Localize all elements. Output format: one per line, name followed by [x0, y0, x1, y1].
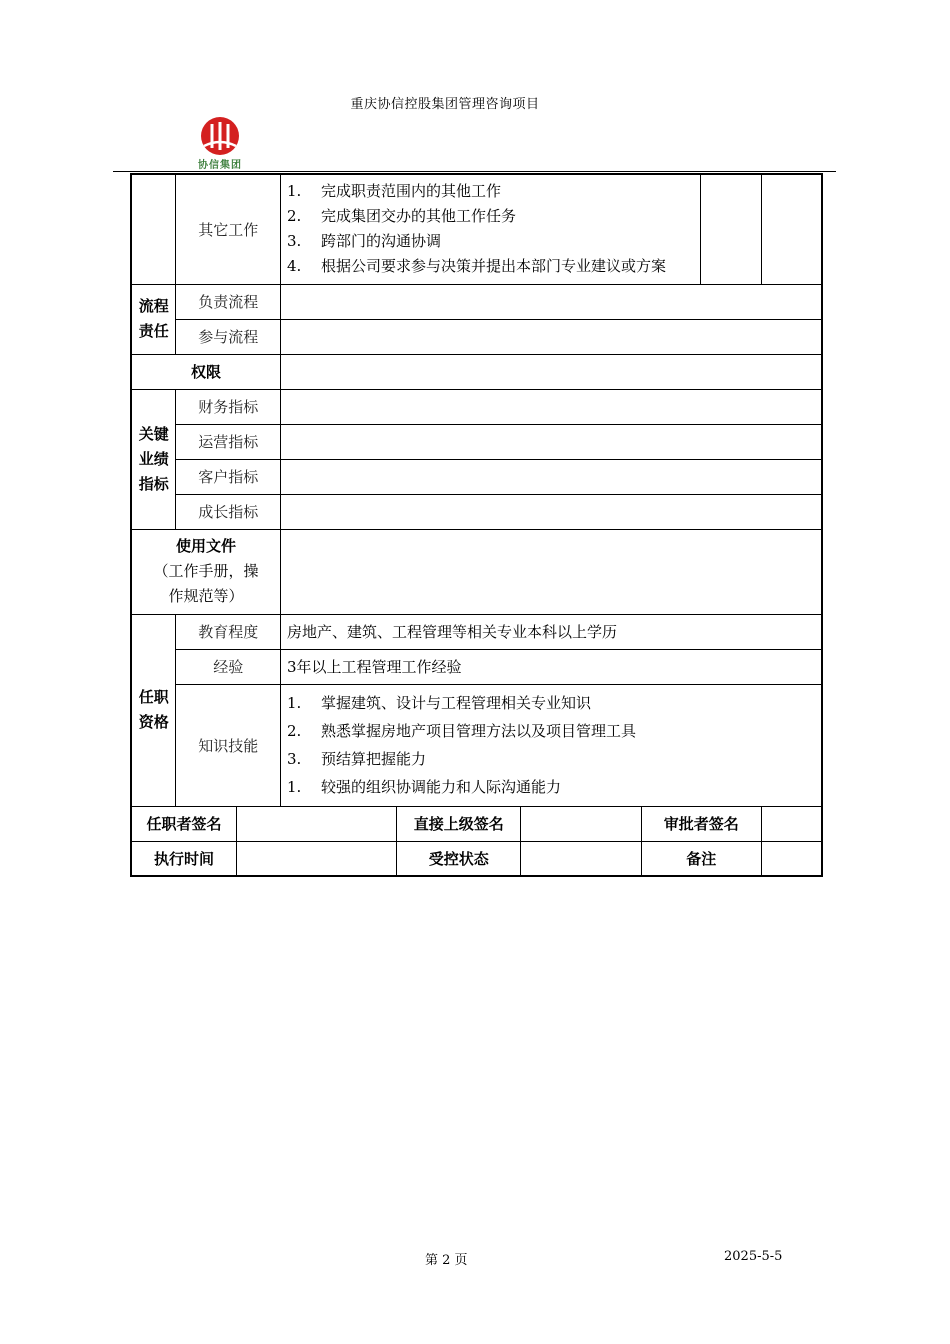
kpi-value: [280, 494, 822, 529]
approver-signature-field[interactable]: [761, 806, 822, 841]
process-participate-label: 参与流程: [176, 319, 281, 354]
process-participate-row: [131, 319, 822, 354]
other-work-row: [131, 174, 822, 284]
skills-list: [280, 684, 822, 806]
holder-signature-label: 任职者签名: [131, 806, 237, 841]
logo-text: 协信集团: [198, 160, 242, 171]
experience-value: 3年以上工程管理工作经验: [280, 649, 822, 684]
exec-time-field[interactable]: [237, 841, 397, 876]
authority-value: [280, 354, 822, 389]
footer-date: 2025-5-5: [724, 1249, 783, 1264]
control-status-field[interactable]: [521, 841, 641, 876]
experience-row: [131, 649, 822, 684]
holder-signature-field[interactable]: [237, 806, 397, 841]
approver-signature-label: 审批者签名: [641, 806, 761, 841]
kpi-value: [280, 389, 822, 424]
documents-row: [131, 529, 822, 614]
kpi-category: 关键 业绩 指标: [131, 389, 176, 529]
list-item: 2. 完成集团交办的其他工作任务: [286, 207, 516, 226]
qualification-category: 任职 资格: [131, 614, 176, 806]
supervisor-signature-label: 直接上级签名: [397, 806, 521, 841]
kpi-row: [131, 424, 822, 459]
process-responsible-row: [131, 284, 822, 319]
other-work-list: [280, 174, 700, 284]
list-item: 3. 预结算把握能力: [286, 750, 426, 768]
kpi-value: [280, 424, 822, 459]
education-row: [131, 614, 822, 649]
supervisor-signature-field[interactable]: [521, 806, 641, 841]
authority-label: 权限: [131, 354, 280, 389]
remarks-field[interactable]: [761, 841, 822, 876]
kpi-row: [131, 389, 822, 424]
kpi-row: [131, 494, 822, 529]
process-responsible-value: [280, 284, 822, 319]
skills-row: [131, 684, 822, 806]
kpi-row: [131, 459, 822, 494]
kpi-label: 成长指标: [176, 494, 281, 529]
list-item: 3. 跨部门的沟通协调: [286, 232, 441, 251]
experience-label: 经验: [176, 649, 281, 684]
education-value: 房地产、建筑、工程管理等相关专业本科以上学历: [280, 614, 822, 649]
kpi-label: 客户指标: [176, 459, 281, 494]
kpi-label: 财务指标: [176, 389, 281, 424]
kpi-label: 运营指标: [176, 424, 281, 459]
documents-label: 使用文件 （工作手册，操 作规范等）: [131, 529, 280, 614]
process-participate-value: [280, 319, 822, 354]
process-category: 流程 责任: [131, 284, 176, 354]
empty-cell: [701, 174, 762, 284]
control-status-label: 受控状态: [397, 841, 521, 876]
list-item: 2. 熟悉掌握房地产项目管理方法以及项目管理工具: [286, 722, 636, 740]
job-description-table: [130, 173, 823, 877]
list-item: 4. 根据公司要求参与决策并提出本部门专业建议或方案: [286, 257, 666, 276]
list-item: 1. 较强的组织协调能力和人际沟通能力: [286, 778, 561, 796]
status-row: [131, 841, 822, 876]
other-work-label: 其它工作: [176, 174, 281, 284]
process-responsible-label: 负责流程: [176, 284, 281, 319]
documents-value: [280, 529, 822, 614]
company-logo: [192, 116, 248, 170]
list-item: 1. 掌握建筑、设计与工程管理相关专业知识: [286, 694, 591, 712]
authority-row: [131, 354, 822, 389]
empty-cell: [761, 174, 822, 284]
page-number: 第 2 页: [425, 1253, 468, 1268]
other-work-category: [131, 174, 176, 284]
logo-emblem-icon: [192, 116, 248, 158]
remarks-label: 备注: [641, 841, 761, 876]
signature-row: [131, 806, 822, 841]
page-header-title: 重庆协信控股集团管理咨询项目: [350, 97, 540, 112]
exec-time-label: 执行时间: [131, 841, 237, 876]
kpi-value: [280, 459, 822, 494]
list-item: 1. 完成职责范围内的其他工作: [286, 182, 501, 201]
education-label: 教育程度: [176, 614, 281, 649]
skills-label: 知识技能: [176, 684, 281, 806]
header-divider: [113, 171, 836, 172]
